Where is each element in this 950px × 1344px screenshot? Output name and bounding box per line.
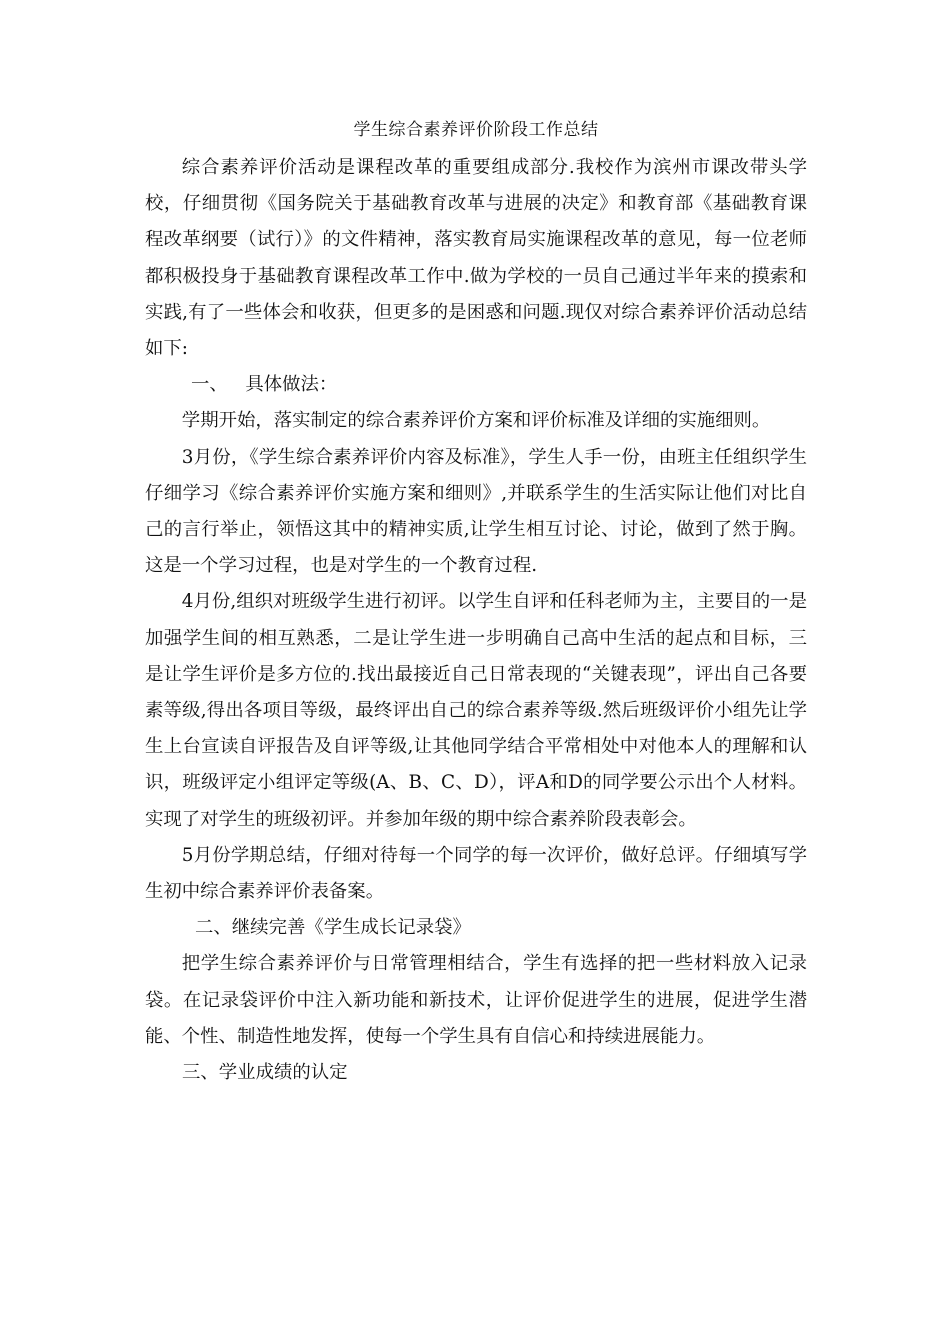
section-2-paragraph-1: 把学生综合素养评价与日常管理相结合，学生有选择的把一些材料放入记录袋。在记录袋评价中注入新功能和新技术，让评价促进学生的进展，促进学生潜能、个性、制造性地发挥，使每一个学生具有自信心和持续进展能力。 [145,953,807,1047]
section-1-paragraph-3: 4月份,组织对班级学生进行初评。以学生自评和任科老师为主，主要目的一是加强学生间的相互熟悉，二是让学生进一步明确自己高中生活的起点和目标，三是让学生评价是多方位的.找出最接近自己日常表现的“关键表现”，评出自己各要素等级,得出各项目等级，最终评出自己的综合素养等级.然后班级评价小组先让学生上台宣读自评报告及自评等级,让其他同学结合平常相处中对他本人的理解和认识，班级评定小组评定等级(A、B、C、D），评A和D的同学要公示出个人材料。实现了对学生的班级初评。并参加年级的期中综合素养阶段表彰会。 [145,591,807,830]
document-page [145,118,807,1091]
section-1-heading: 一、 具体做法： [191,374,338,396]
section-2-heading: 二、继续完善《学生成长记录袋》 [195,917,471,939]
intro-paragraph: 综合素养评价活动是课程改革的重要组成部分.我校作为滨州市课改带头学校，仔细贯彻《国务院关于基础教育改革与进展的决定》和教育部《基础教育课程改革纲要（试行）》的文件精神，落实教育局实施课程改革的意见，每一位老师都积极投身于基础教育课程改革工作中.做为学校的一员自己通过半年来的摸索和实践,有了一些体会和收获，但更多的是困惑和问题.现仅对综合素养评价活动总结如下: [145,157,807,360]
section-1-paragraph-2: 3月份，《学生综合素养评价内容及标准》，学生人手一份，由班主任组织学生仔细学习《综合素养评价实施方案和细则》,并联系学生的生活实际让他们对比自己的言行举止，领悟这其中的精神实质,让学生相互讨论、讨论，做到了然于胸。这是一个学习过程，也是对学生的一个教育过程. [145,446,807,577]
section-1-paragraph-1: 学期开始，落实制定的综合素养评价方案和评价标准及详细的实施细则。 [181,410,771,432]
section-3-heading: 三、学业成绩的认定 [182,1062,348,1084]
document-title: 学生综合素养评价阶段工作总结 [353,120,599,140]
section-1-paragraph-4: 5月份学期总结，仔细对待每一个同学的每一次评价，做好总评。仔细填写学生初中综合素养评价表备案。 [145,844,807,903]
